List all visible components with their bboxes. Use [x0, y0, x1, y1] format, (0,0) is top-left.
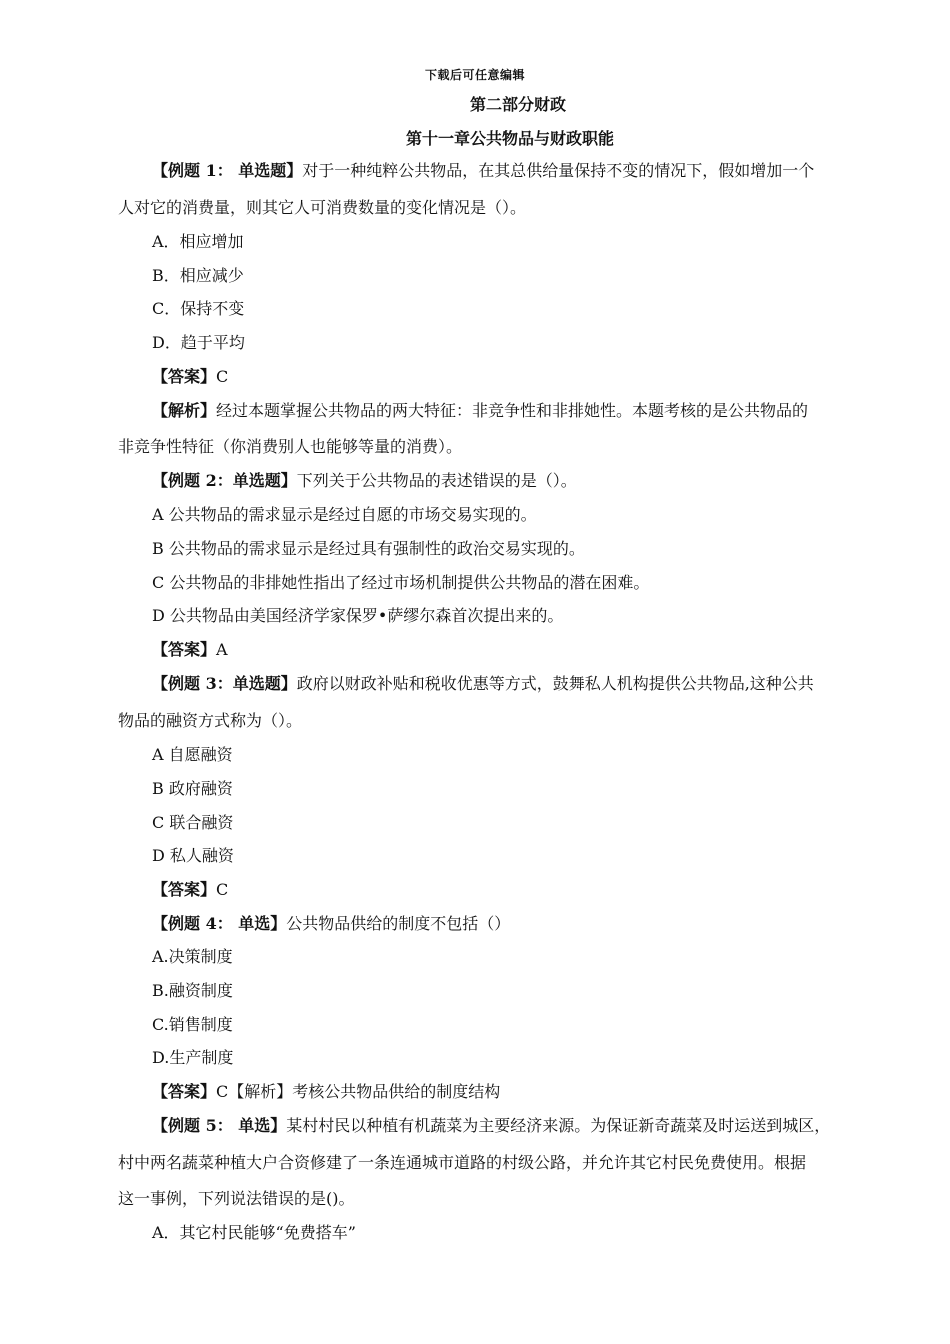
header-note: 下载后可任意编辑 — [424, 68, 525, 82]
example-5-option-a — [152, 1222, 356, 1244]
example-2-option-c — [152, 572, 649, 594]
line-text: 公共物品供给的制度不包括（） — [286, 914, 511, 933]
line-text: C — [216, 880, 229, 899]
example-label: 【例题 3：单选题】 — [152, 674, 297, 693]
example-2-question — [152, 470, 577, 492]
line-text: C.销售制度 — [152, 1015, 233, 1034]
example-2-option-d — [152, 605, 563, 627]
example-1-answer — [152, 366, 228, 388]
example-1-option-a — [152, 231, 244, 253]
example-4-option-d — [152, 1047, 233, 1069]
line-text: C 联合融资 — [152, 813, 234, 832]
line-text: D．趋于平均 — [152, 333, 245, 352]
example-5-question-cont-2 — [118, 1188, 355, 1210]
line-text: D 私人融资 — [152, 846, 234, 865]
example-5-question — [152, 1115, 830, 1137]
line-text: 非竞争性特征（你消费别人也能够等量的消费）。 — [118, 437, 463, 456]
line-text: A．相应增加 — [152, 232, 244, 251]
line-text: B 公共物品的需求显示是经过具有强制性的政治交易实现的。 — [152, 539, 585, 558]
line-text: 这一事例，下列说法错误的是()。 — [118, 1189, 355, 1208]
example-2-option-b — [152, 538, 585, 560]
example-3-option-b — [152, 778, 233, 800]
answer-label: 【答案】 — [152, 367, 217, 386]
line-text: D.生产制度 — [152, 1048, 234, 1067]
example-1-option-b — [152, 265, 244, 287]
example-4-option-b — [152, 980, 233, 1002]
line-text: 经过本题掌握公共物品的两大特征：非竞争性和非排她性。本题考核的是公共物品的 — [216, 401, 809, 420]
line-text: 村中两名蔬菜种植大户合资修建了一条连通城市道路的村级公路，并允许其它村民免费使用。根据 — [118, 1153, 807, 1172]
example-2-answer — [152, 639, 228, 661]
line-text: B 政府融资 — [152, 779, 233, 798]
example-4-question — [152, 913, 510, 935]
explanation-label: 【解析】 — [152, 401, 217, 420]
line-text: C — [216, 367, 229, 386]
line-text: A 自愿融资 — [152, 745, 233, 764]
example-4-option-a — [152, 946, 233, 968]
line-text: B.融资制度 — [152, 981, 233, 1000]
example-1-explanation — [152, 400, 808, 422]
example-label: 【例题 1： 单选题】 — [152, 161, 303, 180]
example-2-option-a — [152, 504, 537, 526]
example-1-explanation-cont — [118, 436, 462, 458]
example-label: 【例题 4： 单选】 — [152, 914, 287, 933]
part-title: 第二部分财政 — [469, 95, 566, 114]
example-label: 【例题 5： 单选】 — [152, 1116, 287, 1135]
example-3-option-c — [152, 812, 233, 834]
line-text: 某村村民以种植有机蔬菜为主要经济来源。为保证新奇蔬菜及时运送到城区， — [286, 1116, 831, 1135]
example-3-answer — [152, 879, 228, 901]
line-text: B．相应减少 — [152, 266, 244, 285]
line-text: C．保持不变 — [152, 299, 245, 318]
line-text: C 公共物品的非排她性指出了经过市场机制提供公共物品的潜在困难。 — [152, 573, 650, 592]
example-3-question — [152, 673, 814, 695]
example-1-question — [152, 160, 814, 182]
line-text: D 公共物品由美国经济学家保罗•萨缪尔森首次提出来的。 — [152, 606, 564, 625]
line-text: 人对它的消费量，则其它人可消费数量的变化情况是（）。 — [118, 198, 527, 217]
answer-label: 【答案】 — [152, 640, 217, 659]
example-1-option-c — [152, 298, 244, 320]
chapter-title: 第十一章公共物品与财政职能 — [405, 129, 614, 148]
example-4-option-c — [152, 1014, 233, 1036]
example-label: 【例题 2：单选题】 — [152, 471, 297, 490]
example-5-question-cont-1 — [118, 1152, 806, 1174]
example-3-option-a — [152, 744, 233, 766]
example-4-answer — [152, 1081, 500, 1103]
example-3-option-d — [152, 845, 234, 867]
line-text: 政府以财政补贴和税收优惠等方式，鼓舞私人机构提供公共物品,这种公共 — [296, 674, 814, 693]
line-text: 下列关于公共物品的表述错误的是（）。 — [296, 471, 577, 490]
example-3-question-cont — [118, 710, 302, 732]
line-text: A — [216, 640, 228, 659]
answer-label: 【答案】 — [152, 880, 217, 899]
line-text: A 公共物品的需求显示是经过自愿的市场交易实现的。 — [152, 505, 537, 524]
answer-label: 【答案】 — [152, 1082, 217, 1101]
line-text: A．其它村民能够“免费搭车” — [152, 1223, 356, 1242]
line-text: A.决策制度 — [152, 947, 233, 966]
line-text: C【解析】考核公共物品供给的制度结构 — [216, 1082, 501, 1101]
example-1-option-d — [152, 332, 245, 354]
line-text: 物品的融资方式称为（）。 — [118, 711, 303, 730]
example-1-question-cont — [118, 197, 526, 219]
line-text: 对于一种纯粹公共物品，在其总供给量保持不变的情况下，假如增加一个 — [302, 161, 815, 180]
